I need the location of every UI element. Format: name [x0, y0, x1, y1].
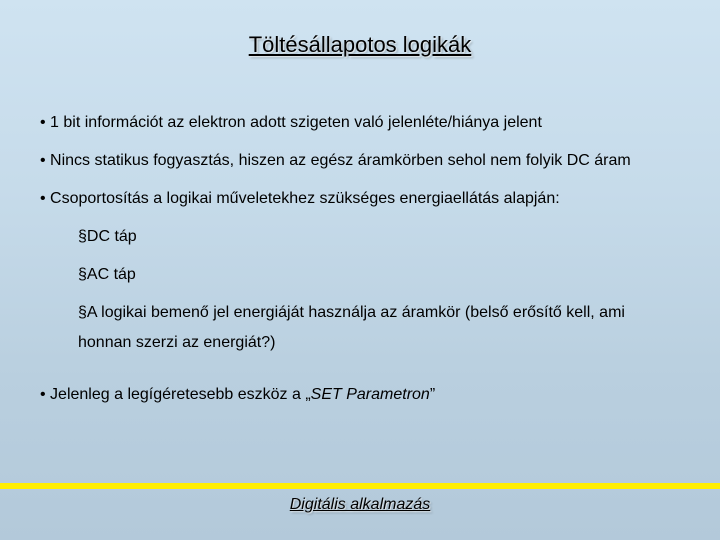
footer-text: Digitális alkalmazás	[289, 496, 431, 513]
accent-bar	[0, 483, 720, 489]
sub-bullet-2: §AC táp	[78, 266, 136, 283]
bullet-4-suffix: ”	[429, 386, 436, 403]
bullet-1: • 1 bit információt az elektron adott szigeten való jelenléte/hiánya jelent	[40, 114, 542, 131]
bullet-4-emphasis: SET Parametron	[310, 386, 430, 403]
bullet-4-prefix: • Jelenleg a legígéretesebb eszköz a „	[40, 386, 311, 403]
slide-title: Töltésállapotos logikák	[248, 32, 472, 57]
bullet-list	[40, 108, 680, 410]
bullet-4	[40, 380, 680, 410]
bullet-2: • Nincs statikus fogyasztás, hiszen az egész áramkörben sehol nem folyik DC áram	[40, 152, 631, 169]
sub-bullet-1: §DC táp	[78, 228, 137, 245]
sub-bullet-3: §A logikai bemenő jel energiáját használja az áramkör (belső erősítő kell, ami honnan szerzi az energiát?)	[78, 304, 625, 351]
bullet-3: • Csoportosítás a logikai műveletekhez szükséges energiaellátás alapján:	[40, 190, 560, 207]
